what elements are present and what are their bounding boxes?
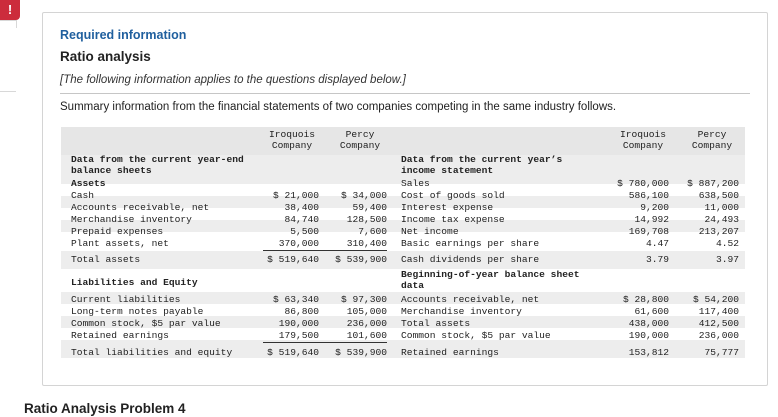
value-iroquois: 86,800 (284, 306, 319, 317)
value-iroquois: 14,992 (634, 214, 669, 225)
side-panel-edge (0, 20, 17, 28)
row-label: Cost of goods sold (401, 190, 505, 201)
divider (60, 93, 750, 94)
applies-note: [The following information applies to the questions displayed below.] (60, 74, 406, 86)
value-percy: 7,600 (358, 226, 387, 237)
value-percy: 117,400 (698, 306, 739, 317)
value-percy: 412,500 (698, 318, 739, 329)
row-label: Income tax expense (401, 214, 505, 225)
row-label: Cash (71, 190, 95, 201)
col-header-iroquois: Iroquois Company (619, 129, 667, 151)
total-liabilities-iroquois: $ 519,640 (267, 347, 319, 358)
beginning-balance-heading: Beginning-of-year balance sheet data (401, 269, 580, 291)
row-label: Prepaid expenses (71, 226, 164, 237)
value-iroquois: 179,500 (278, 330, 319, 341)
row-label: Accounts receivable, net (401, 294, 540, 305)
value-iroquois: $ 63,340 (272, 294, 319, 305)
value-percy: 236,000 (698, 330, 739, 341)
total-assets-iroquois: $ 519,640 (267, 254, 319, 265)
assets-heading: Assets (71, 178, 106, 189)
row-label: Retained earnings (71, 330, 169, 341)
row-label: Retained earnings (401, 347, 499, 358)
total-liabilities-label: Total liabilities and equity (71, 347, 233, 358)
total-rule (263, 342, 387, 343)
side-divider (0, 91, 16, 92)
balance-sheet-heading: Data from the current year-end balance sheets (71, 154, 244, 176)
total-assets-label: Total assets (71, 254, 141, 265)
col-header-iroquois: Iroquois Company (268, 129, 316, 151)
row-label: Current liabilities (71, 294, 181, 305)
col-header-percy: Percy Company (339, 129, 381, 151)
row-label: Plant assets, net (71, 238, 169, 249)
value-percy: 101,600 (346, 330, 387, 341)
row-label: Sales (401, 178, 430, 189)
income-statement-heading: Data from the current year’s income statement (401, 154, 563, 176)
value-iroquois: 5,500 (290, 226, 319, 237)
row-label: Merchandise inventory (401, 306, 522, 317)
value-iroquois: 438,000 (628, 318, 669, 329)
value-percy: 59,400 (352, 202, 387, 213)
total-liabilities-percy: $ 539,900 (335, 347, 387, 358)
value-iroquois: $ 780,000 (617, 178, 669, 189)
value-iroquois: 169,708 (628, 226, 669, 237)
value-iroquois: 370,000 (278, 238, 319, 249)
value-iroquois: $ 21,000 (272, 190, 319, 201)
row-label: Common stock, $5 par value (401, 330, 551, 341)
value-iroquois: 38,400 (284, 202, 319, 213)
value-percy: 3.97 (715, 254, 739, 265)
value-percy: 236,000 (346, 318, 387, 329)
value-percy: $ 54,200 (692, 294, 739, 305)
value-iroquois: 84,740 (284, 214, 319, 225)
section-title: Ratio analysis (60, 49, 151, 64)
value-iroquois: 61,600 (634, 306, 669, 317)
value-percy: 310,400 (346, 238, 387, 249)
value-percy: 105,000 (346, 306, 387, 317)
value-iroquois: 153,812 (628, 347, 669, 358)
row-label: Merchandise inventory (71, 214, 192, 225)
intro-text: Summary information from the financial statements of two companies competing in the same industry follows. (60, 101, 617, 113)
col-header-percy: Percy Company (691, 129, 733, 151)
value-percy: $ 97,300 (340, 294, 387, 305)
total-assets-percy: $ 539,900 (335, 254, 387, 265)
financial-table (61, 127, 745, 367)
value-iroquois: 586,100 (628, 190, 669, 201)
row-label: Accounts receivable, net (71, 202, 210, 213)
row-label: Net income (401, 226, 459, 237)
value-percy: 128,500 (346, 214, 387, 225)
value-percy: 213,207 (698, 226, 739, 237)
value-iroquois: 9,200 (640, 202, 669, 213)
value-iroquois: $ 28,800 (622, 294, 669, 305)
value-percy: $ 34,000 (340, 190, 387, 201)
row-label: Cash dividends per share (401, 254, 540, 265)
liabilities-heading: Liabilities and Equity (71, 277, 198, 288)
value-iroquois: 4.47 (645, 238, 669, 249)
required-information-title: Required information (60, 28, 187, 42)
value-iroquois: 190,000 (628, 330, 669, 341)
value-percy: 24,493 (704, 214, 739, 225)
row-label: Long-term notes payable (71, 306, 204, 317)
value-iroquois: 3.79 (645, 254, 669, 265)
row-label: Total assets (401, 318, 471, 329)
value-percy: 11,000 (704, 202, 739, 213)
total-rule (263, 250, 387, 251)
row-label: Interest expense (401, 202, 494, 213)
row-label: Basic earnings per share (401, 238, 540, 249)
row-label: Common stock, $5 par value (71, 318, 221, 329)
value-percy: $ 887,200 (687, 178, 739, 189)
problem-title: Ratio Analysis Problem 4 (24, 401, 186, 416)
value-percy: 75,777 (704, 347, 739, 358)
value-iroquois: 190,000 (278, 318, 319, 329)
alert-icon: ! (0, 0, 20, 20)
value-percy: 638,500 (698, 190, 739, 201)
value-percy: 4.52 (715, 238, 739, 249)
